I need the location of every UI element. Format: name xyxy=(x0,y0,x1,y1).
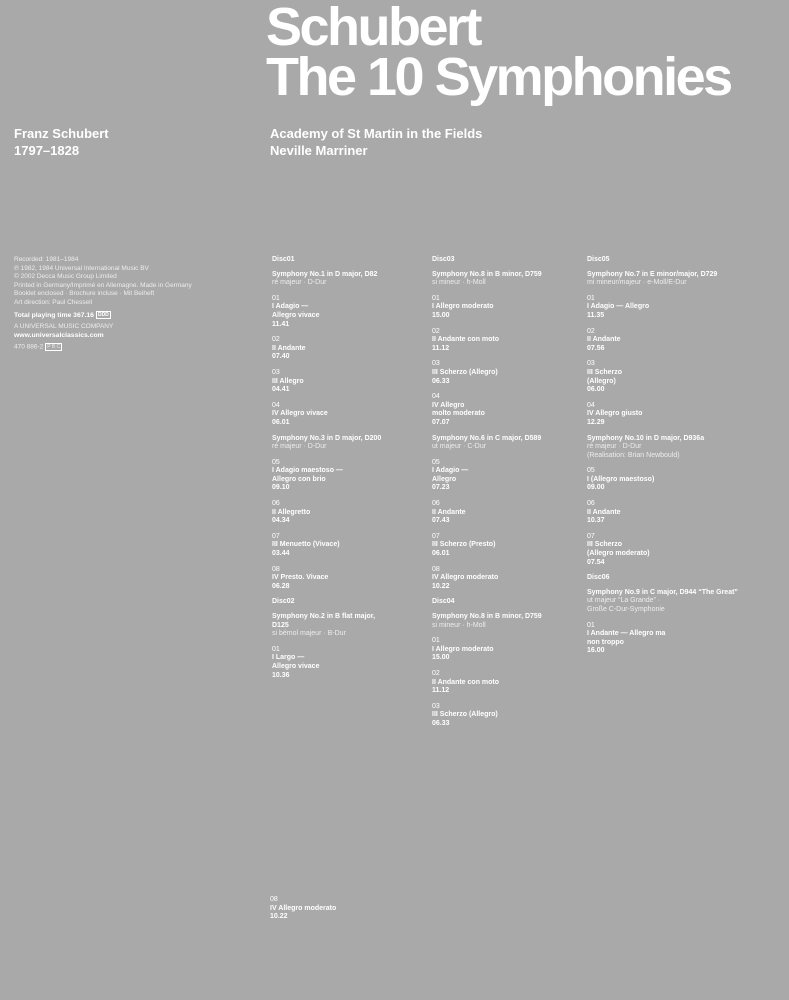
symphony-realisation: (Realisation: Brian Newbould) xyxy=(587,451,680,459)
movement-name: III Scherzo xyxy=(587,368,623,376)
movement-item xyxy=(272,336,442,362)
track-number: 06 xyxy=(587,500,595,508)
movement-name: I Adagio — xyxy=(432,467,469,475)
printed-text: Printed in Germany/Imprimé en Allemagne. Made in Germany xyxy=(14,281,192,289)
movement-name: IV Allegro moderato xyxy=(270,904,337,912)
track-number: 05 xyxy=(272,458,280,466)
movement-name-cont: non troppo xyxy=(587,638,624,646)
track-number: 01 xyxy=(272,294,280,302)
movement-item xyxy=(587,328,777,354)
symphony-title: Symphony No.9 in C major, D944 “The Great” xyxy=(587,588,738,596)
track-number: 01 xyxy=(432,294,440,302)
movement-name-cont: molto moderato xyxy=(432,410,485,418)
title-line-1: Schubert xyxy=(266,0,481,57)
booklet-text: Booklet enclosed · Brochure incluse · Mit Beiheft xyxy=(14,290,155,298)
track-duration: 04.34 xyxy=(272,517,290,525)
movement-name: I Largo — xyxy=(272,654,305,662)
track-duration: 11.41 xyxy=(272,320,290,328)
disc-heading: Disc05 xyxy=(587,256,610,263)
movement-item xyxy=(272,500,442,526)
overflow-movement-item xyxy=(270,896,336,922)
movement-name: I Adagio — xyxy=(272,303,309,311)
movement-name: III Scherzo (Allegro) xyxy=(432,368,498,376)
symphony-title: Symphony No.6 in C major, D589 xyxy=(432,434,542,442)
composer-name: Franz Schubert xyxy=(14,126,109,141)
symphony-title-cont: D125 xyxy=(272,621,289,629)
symphony-subtitle: si bémol majeur · B-Dur xyxy=(272,630,346,638)
movement-name: I (Allegro maestoso) xyxy=(587,475,655,483)
track-number: 04 xyxy=(587,401,595,409)
movement-name: III Menuetto (Vivace) xyxy=(272,541,340,549)
track-duration: 06.28 xyxy=(272,582,290,590)
movement-item xyxy=(272,646,442,680)
ddd-badge: DDD xyxy=(97,311,109,318)
track-duration: 07.07 xyxy=(432,418,450,426)
composer-dates: 1797–1828 xyxy=(14,143,80,158)
movement-name-cont: (Allegro moderato) xyxy=(587,550,650,558)
track-duration: 06.33 xyxy=(432,719,450,727)
movement-item xyxy=(432,670,602,696)
recorded-text: Recorded: 1981–1984 xyxy=(14,256,79,263)
movement-name: II Andante xyxy=(272,344,306,352)
symphony-subtitle: si mineur · h-Moll xyxy=(432,279,486,287)
symphony-title: Symphony No.7 in E minor/major, D729 xyxy=(587,270,718,278)
symphony-title: Symphony No.3 in D major, D200 xyxy=(272,434,382,442)
movement-item xyxy=(432,393,602,427)
symphony-subtitle: ré majeur · D-Dur xyxy=(587,443,642,451)
movement-name: II Andante xyxy=(432,508,466,516)
orchestra-name: Academy of St Martin in the Fields xyxy=(270,126,483,141)
symphony-title: Symphony No.2 in B flat major, xyxy=(272,613,376,620)
track-number: 04 xyxy=(432,393,440,401)
track-duration: 06.01 xyxy=(432,550,450,558)
track-number: 02 xyxy=(587,327,595,335)
disc-heading: Disc01 xyxy=(272,256,295,263)
movement-name: III Scherzo (Presto) xyxy=(432,541,496,549)
movement-name: III Allegro xyxy=(272,377,304,385)
movement-name: IV Allegro xyxy=(432,401,465,409)
movement-name: II Allegretto xyxy=(272,508,311,516)
movement-item xyxy=(432,328,602,354)
track-number: 03 xyxy=(432,702,440,710)
disc-heading: Disc06 xyxy=(587,574,610,582)
track-number: 02 xyxy=(272,336,280,344)
movement-name-cont: (Allegro) xyxy=(587,377,616,385)
title-line-2: The 10 Symphonies xyxy=(266,47,731,107)
movement-item xyxy=(432,459,602,493)
movement-item xyxy=(432,566,602,592)
symphony-title: Symphony No.8 in B minor, D759 xyxy=(432,270,542,278)
track-number: 01 xyxy=(272,645,280,653)
track-number: 03 xyxy=(587,360,595,368)
track-number: 07 xyxy=(272,532,280,540)
catalogue-number xyxy=(14,343,234,352)
track-duration: 10.22 xyxy=(432,582,450,590)
movement-name: IV Allegro giusto xyxy=(587,410,643,418)
disc-heading: Disc04 xyxy=(432,598,455,606)
movement-item xyxy=(272,566,442,592)
movement-item xyxy=(432,360,602,386)
track-duration: 09.10 xyxy=(272,484,290,492)
track-number: 06 xyxy=(272,500,280,508)
movement-item xyxy=(272,295,442,329)
track-number: 05 xyxy=(432,458,440,466)
track-number: 02 xyxy=(432,327,440,335)
movement-name: IV Allegro moderato xyxy=(432,574,499,582)
composer-block xyxy=(14,125,109,159)
tracklist-column-1 xyxy=(272,256,442,687)
credits-block xyxy=(14,256,234,352)
track-duration: 15.00 xyxy=(432,654,450,662)
track-duration: 07.54 xyxy=(587,558,605,566)
website-text: www.universalclassics.com xyxy=(14,331,104,339)
movement-name: IV Allegro vivace xyxy=(272,410,328,418)
symphony-subtitle: si mineur · h-Moll xyxy=(432,621,486,629)
movement-name: I Allegro moderato xyxy=(432,303,494,311)
tracklist-column-2 xyxy=(432,256,602,736)
movement-item xyxy=(432,295,602,321)
movement-name-cont: Allegro con brio xyxy=(272,475,326,483)
track-number: 08 xyxy=(272,565,280,573)
track-duration: 16.00 xyxy=(587,647,605,655)
track-number: 08 xyxy=(432,565,440,573)
movement-name: I Andante — Allegro ma xyxy=(587,630,666,638)
track-number: 01 xyxy=(432,637,440,645)
track-number: 01 xyxy=(587,294,595,302)
track-duration: 04.41 xyxy=(272,386,290,394)
track-duration: 07.23 xyxy=(432,484,450,492)
company-text: A UNIVERSAL MUSIC COMPANY xyxy=(14,322,114,330)
track-duration: 07.56 xyxy=(587,344,605,352)
symphony-subtitle: ut majeur · C-Dur xyxy=(432,443,487,451)
album-title xyxy=(266,0,731,107)
symphony-title: Symphony No.10 in D major, D936a xyxy=(587,434,705,442)
movement-item xyxy=(432,533,602,559)
movement-item xyxy=(432,500,602,526)
symphony-subtitle: ré majeur · D-Dur xyxy=(272,279,327,287)
symphony-subtitle: ut majeur “La Grande” · xyxy=(587,597,661,605)
track-number: 03 xyxy=(272,368,280,376)
movement-name-cont: Allegro vivace xyxy=(272,662,320,670)
track-number: 05 xyxy=(587,467,595,475)
track-number: 02 xyxy=(432,669,440,677)
track-duration: 11.35 xyxy=(587,311,605,319)
total-playing-time xyxy=(14,311,234,320)
track-duration: 03.44 xyxy=(272,550,290,558)
movement-item xyxy=(432,637,602,663)
performers-block xyxy=(270,125,482,159)
disc-heading: Disc03 xyxy=(432,256,455,263)
movement-name: II Andante con moto xyxy=(432,336,500,344)
track-number: 06 xyxy=(432,500,440,508)
movement-item xyxy=(432,703,602,729)
movement-item xyxy=(587,295,777,321)
track-duration: 07.40 xyxy=(272,353,290,361)
movement-name-cont: Allegro xyxy=(432,475,457,483)
movement-item xyxy=(587,360,777,394)
movement-item xyxy=(272,533,442,559)
symphony-subtitle: ré majeur · D-Dur xyxy=(272,443,327,451)
movement-name: III Scherzo xyxy=(587,541,623,549)
track-number: 07 xyxy=(432,532,440,540)
movement-name: I Allegro moderato xyxy=(432,645,494,653)
track-duration: 15.00 xyxy=(432,311,450,319)
movement-name: I Adagio — Allegro xyxy=(587,303,650,311)
movement-name: II Andante xyxy=(587,336,621,344)
art-direction-text: Art direction: Paul Chessell xyxy=(14,298,93,306)
symphony-title: Symphony No.1 in D major, D82 xyxy=(272,270,378,278)
movement-name: II Andante xyxy=(587,508,621,516)
track-duration: 10.37 xyxy=(587,517,605,525)
tracklist-column-3 xyxy=(587,256,777,663)
disc-heading: Disc02 xyxy=(272,598,295,606)
movement-name: II Andante con moto xyxy=(432,678,500,686)
track-number: 08 xyxy=(270,896,278,903)
track-duration: 06.01 xyxy=(272,418,290,426)
track-duration: 10.36 xyxy=(272,671,290,679)
track-duration: 11.12 xyxy=(432,687,450,695)
track-duration: 12.29 xyxy=(587,418,605,426)
track-duration: 09.00 xyxy=(587,484,605,492)
track-number: 04 xyxy=(272,401,280,409)
track-number: 01 xyxy=(587,621,595,629)
track-number: 07 xyxy=(587,532,595,540)
phonogram-text: ℗ 1982, 1984 Universal International Music BV xyxy=(14,264,149,272)
movement-item xyxy=(587,467,777,493)
track-duration: 07.43 xyxy=(432,517,450,525)
symphony-title: Symphony No.8 in B minor, D759 xyxy=(432,613,542,620)
catalogue-value: 470 886-2 xyxy=(14,343,44,351)
playing-time-value: Total playing time 367.16 xyxy=(14,311,94,319)
track-duration: 06.33 xyxy=(432,377,450,385)
movement-item xyxy=(587,533,777,567)
movement-item xyxy=(272,402,442,428)
movement-item xyxy=(272,459,442,493)
movement-item xyxy=(587,622,777,656)
movement-name: I Adagio maestoso — xyxy=(272,467,343,475)
movement-item xyxy=(587,402,777,428)
symphony-subtitle: mi mineur/majeur · e-Moll/E-Dur xyxy=(587,279,687,287)
track-duration: 11.12 xyxy=(432,344,450,352)
track-duration: 10.22 xyxy=(270,913,288,921)
track-duration: 06.00 xyxy=(587,386,605,394)
movement-name: IV Presto. Vivace xyxy=(272,574,329,582)
movement-name-cont: Allegro vivace xyxy=(272,311,320,319)
track-number: 03 xyxy=(432,360,440,368)
copyright-text: © 2002 Decca Music Group Limited xyxy=(14,273,117,281)
movement-item xyxy=(587,500,777,526)
conductor-name: Neville Marriner xyxy=(270,143,368,158)
symphony-subtitle-cont: Große C-Dur-Symphonie xyxy=(587,606,665,613)
format-codes-badge: P B C xyxy=(47,344,61,351)
movement-name: III Scherzo (Allegro) xyxy=(432,711,498,719)
movement-item xyxy=(272,369,442,395)
